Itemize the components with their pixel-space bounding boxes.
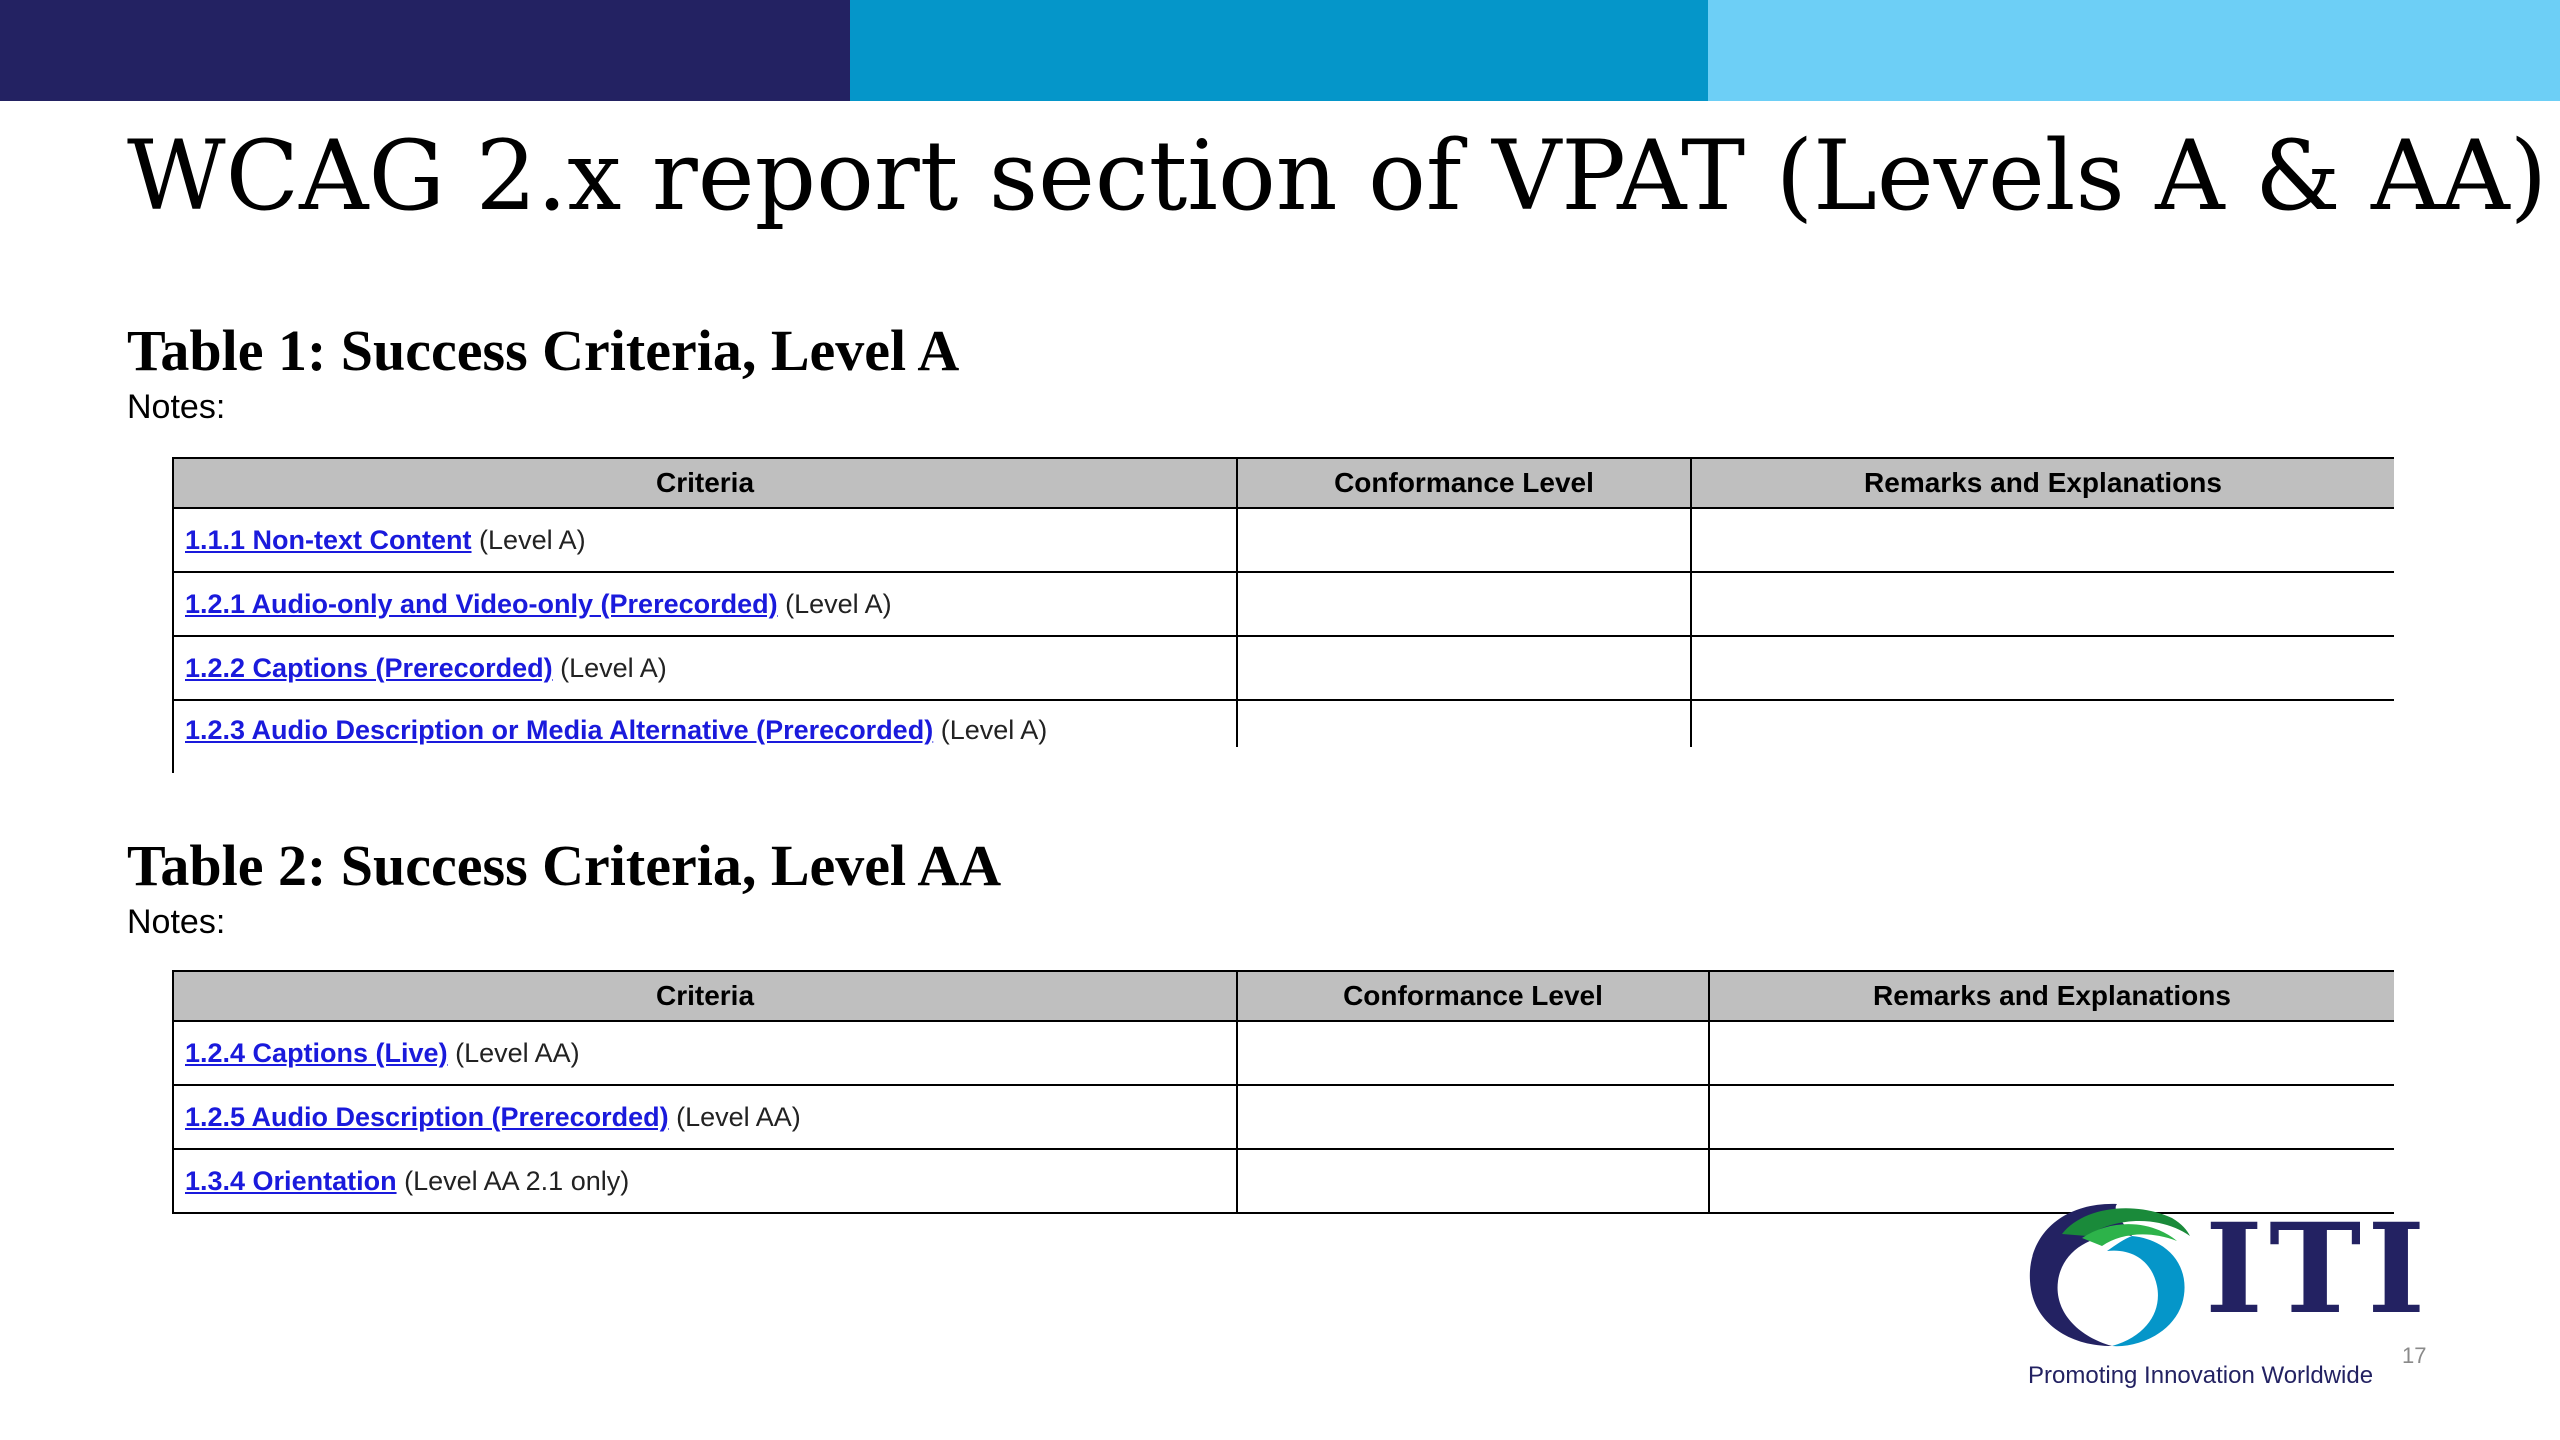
criterion-link[interactable]: 1.2.5 Audio Description (Prerecorded) <box>185 1101 669 1132</box>
conformance-cell <box>1237 508 1691 572</box>
criterion-level: (Level A) <box>479 524 586 555</box>
criteria-cell <box>173 508 1237 572</box>
top-color-bar <box>0 0 2560 101</box>
table2-container <box>172 970 2394 1214</box>
criterion-link[interactable]: 1.2.3 Audio Description or Media Alternative (Prerecorded) <box>185 715 934 745</box>
conformance-cell <box>1237 1149 1709 1213</box>
table-row <box>173 700 2394 747</box>
table-row <box>173 1021 2394 1085</box>
criterion-level: (Level A) <box>560 652 667 683</box>
criteria-cell <box>173 572 1237 636</box>
table1-header-row <box>173 458 2394 508</box>
page-number: 17 <box>2402 1343 2427 1368</box>
criterion-link[interactable]: 1.1.1 Non-text Content <box>185 524 472 555</box>
conformance-cell <box>1237 636 1691 700</box>
criterion-level: (Level AA) <box>455 1037 580 1068</box>
remarks-cell <box>1691 508 2394 572</box>
table-row <box>173 572 2394 636</box>
criterion-level: (Level A) <box>940 715 1048 745</box>
table2-header-criteria: Criteria <box>173 971 1237 1021</box>
conformance-cell <box>1237 700 1691 747</box>
conformance-cell <box>1237 1021 1709 1085</box>
remarks-cell <box>1691 572 2394 636</box>
table1-cut-edge <box>172 747 174 773</box>
table1-header-conformance: Conformance Level <box>1237 458 1691 508</box>
top-bar-segment-mid <box>850 0 1708 101</box>
criterion-link[interactable]: 1.2.2 Captions (Prerecorded) <box>185 652 553 683</box>
criterion-level: (Level AA 2.1 only) <box>404 1165 630 1196</box>
table1-header-remarks: Remarks and Explanations <box>1691 458 2394 508</box>
criterion-link[interactable]: 1.2.1 Audio-only and Video-only (Prerecorded) <box>185 588 778 619</box>
table2 <box>172 970 2394 1214</box>
table-row <box>173 636 2394 700</box>
conformance-cell <box>1237 1085 1709 1149</box>
table2-notes: Notes: <box>127 903 226 941</box>
conformance-cell <box>1237 572 1691 636</box>
slide-title: WCAG 2.x report section of VPAT (Levels A & AA) <box>127 120 2548 232</box>
table2-header-row <box>173 971 2394 1021</box>
criteria-cell <box>173 1021 1237 1085</box>
criteria-cell <box>173 700 1237 747</box>
criterion-link[interactable]: 1.2.4 Captions (Live) <box>185 1037 448 1068</box>
table1 <box>172 457 2394 747</box>
table1-notes: Notes: <box>127 388 226 426</box>
criteria-cell <box>173 1149 1237 1213</box>
top-bar-segment-light <box>1708 0 2560 101</box>
remarks-cell <box>1691 636 2394 700</box>
table-row <box>173 1085 2394 1149</box>
table1-heading: Table 1: Success Criteria, Level A <box>127 318 960 383</box>
table2-header-conformance: Conformance Level <box>1237 971 1709 1021</box>
criterion-link[interactable]: 1.3.4 Orientation <box>185 1165 397 1196</box>
criterion-level: (Level AA) <box>676 1101 801 1132</box>
top-bar-segment-dark <box>0 0 850 101</box>
criteria-cell <box>173 636 1237 700</box>
iti-tagline: Promoting Innovation Worldwide <box>2028 1362 2374 1389</box>
criteria-cell <box>173 1085 1237 1149</box>
table1-container <box>172 457 2394 747</box>
remarks-cell <box>1691 700 2394 747</box>
table2-heading: Table 2: Success Criteria, Level AA <box>127 833 1002 898</box>
remarks-cell <box>1709 1021 2394 1085</box>
criterion-level: (Level A) <box>785 588 892 619</box>
table1-header-criteria: Criteria <box>173 458 1237 508</box>
iti-logo-text: ITI <box>2205 1197 2432 1342</box>
remarks-cell <box>1709 1085 2394 1149</box>
table-row <box>173 508 2394 572</box>
table2-header-remarks: Remarks and Explanations <box>1709 971 2394 1021</box>
